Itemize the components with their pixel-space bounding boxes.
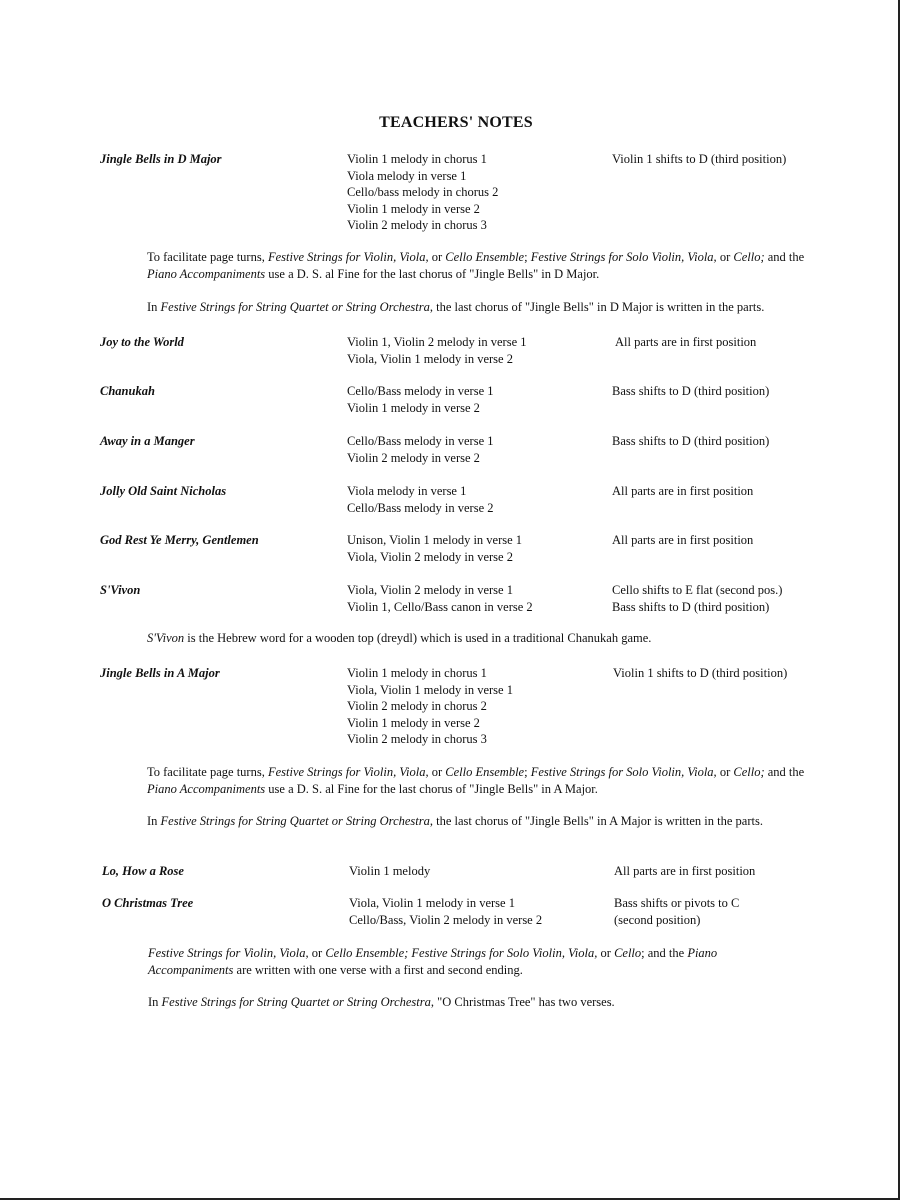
- song-note: [612, 483, 753, 500]
- part-line: Violin 1, Violin 2 melody in verse 1: [347, 335, 527, 349]
- song-parts: [347, 665, 513, 748]
- paragraph-christmas-tree-verse: Festive Strings for Violin, Viola, or Cello Ensemble; Festive Strings for Solo Violin, Viola, or Cello; and the Piano Accompaniments are written with one verse with a first and second ending.: [148, 946, 718, 977]
- song-parts: [347, 532, 522, 565]
- paragraph-svivon-note: S'Vivon is the Hebrew word for a wooden top (dreydl) which is used in a traditional Chanukah game.: [147, 631, 652, 645]
- part-line: Violin 2 melody in chorus 3: [347, 732, 487, 746]
- part-line: Cello/bass melody in chorus 2: [347, 185, 499, 199]
- part-line: Cello/Bass melody in verse 2: [347, 500, 494, 515]
- note-line: All parts are in first position: [612, 484, 754, 498]
- part-line: Viola, Violin 2 melody in verse 1: [347, 583, 513, 597]
- song-parts: [349, 895, 542, 928]
- part-line: Viola melody in verse 1: [347, 168, 467, 183]
- song-parts: [347, 151, 498, 234]
- part-line: Violin 1, Cello/Bass canon in verse 2: [347, 599, 533, 614]
- note-line: Bass shifts to D (third position): [612, 384, 770, 398]
- part-line: Violin 2 melody in chorus 2: [347, 699, 487, 713]
- song-title: Jingle Bells in A Major: [100, 666, 220, 680]
- note-line: All parts are in first position: [614, 864, 756, 878]
- song-parts: [347, 483, 494, 516]
- song-parts: [349, 863, 430, 880]
- note-line: Violin 1 shifts to D (third position): [613, 666, 788, 680]
- song-note: [615, 334, 756, 351]
- song-title: God Rest Ye Merry, Gentlemen: [100, 533, 259, 547]
- part-line: Violin 2 melody in chorus 3: [347, 218, 487, 232]
- part-line: Unison, Violin 1 melody in verse 1: [347, 533, 523, 547]
- song-parts: [347, 383, 494, 416]
- page-title: TEACHERS' NOTES: [379, 114, 533, 131]
- paragraph-d-major-quartet: In Festive Strings for String Quartet or String Orchestra, the last chorus of "Jingle Bells" in D Major is written in the parts.: [147, 300, 765, 314]
- song-note: [614, 863, 755, 880]
- song-title: Jolly Old Saint Nicholas: [100, 484, 227, 498]
- part-line: Viola, Violin 2 melody in verse 2: [347, 549, 513, 564]
- note-line: All parts are in first position: [615, 335, 757, 349]
- song-parts: [347, 582, 533, 615]
- paragraph-christmas-tree-quartet: In Festive Strings for String Quartet or String Orchestra, "O Christmas Tree" has two verses.: [148, 995, 615, 1009]
- paragraph-a-major-page-turns: To facilitate page turns, Festive Strings for Violin, Viola, or Cello Ensemble; Festive Strings for Solo Violin, Viola, or Cello; and the Piano Accompaniments use a D. S. al Fine for the last chorus of "Jingle Bells" in A Major.: [147, 765, 805, 796]
- note-line: Cello shifts to E flat (second pos.): [612, 583, 783, 597]
- song-title: Joy to the World: [100, 335, 184, 349]
- song-parts: [347, 433, 494, 466]
- song-title: Chanukah: [100, 384, 155, 398]
- song-note: [612, 433, 769, 450]
- part-line: Violin 1 melody in verse 2: [347, 715, 480, 730]
- part-line: Viola, Violin 1 melody in verse 2: [347, 351, 513, 366]
- part-line: Cello/Bass, Violin 2 melody in verse 2: [349, 912, 543, 927]
- song-title: Jingle Bells in D Major: [100, 152, 222, 166]
- part-line: Viola, Violin 1 melody in verse 1: [347, 682, 513, 697]
- song-parts: [347, 334, 527, 367]
- paragraph-a-major-quartet: In Festive Strings for String Quartet or String Orchestra, the last chorus of "Jingle Bells" in A Major is written in the parts.: [147, 814, 763, 828]
- note-line: (second position): [614, 912, 701, 927]
- song-note: [612, 582, 782, 615]
- part-line: Violin 1 melody: [349, 864, 431, 878]
- note-line: All parts are in first position: [612, 533, 754, 547]
- song-note: [614, 895, 739, 928]
- part-line: Violin 1 melody in verse 2: [347, 400, 480, 415]
- part-line: Violin 2 melody in verse 2: [347, 450, 480, 465]
- part-line: Violin 1 melody in chorus 1: [347, 152, 487, 166]
- song-title: O Christmas Tree: [102, 896, 194, 910]
- part-line: Cello/Bass melody in verse 1: [347, 384, 494, 398]
- note-line: Violin 1 shifts to D (third position): [612, 152, 787, 166]
- note-line: Bass shifts to D (third position): [612, 434, 770, 448]
- part-line: Viola melody in verse 1: [347, 484, 467, 498]
- note-line: Bass shifts to D (third position): [612, 599, 770, 614]
- note-line: Bass shifts or pivots to C: [614, 896, 740, 910]
- song-title: Away in a Manger: [100, 434, 195, 448]
- paragraph-d-major-page-turns: To facilitate page turns, Festive Strings for Violin, Viola, or Cello Ensemble; Festive Strings for Solo Violin, Viola, or Cello; and the Piano Accompaniments use a D. S. al Fine for the last chorus of "Jingle Bells" in D Major.: [147, 250, 805, 281]
- part-line: Cello/Bass melody in verse 1: [347, 434, 494, 448]
- part-line: Violin 1 melody in chorus 1: [347, 666, 487, 680]
- part-line: Viola, Violin 1 melody in verse 1: [349, 896, 515, 910]
- part-line: Violin 1 melody in verse 2: [347, 201, 480, 216]
- song-note: [612, 383, 769, 400]
- song-note: [612, 532, 753, 549]
- song-title: Lo, How a Rose: [102, 864, 184, 878]
- song-title: S'Vivon: [100, 583, 141, 597]
- song-note: [612, 151, 786, 168]
- song-note: [613, 665, 787, 682]
